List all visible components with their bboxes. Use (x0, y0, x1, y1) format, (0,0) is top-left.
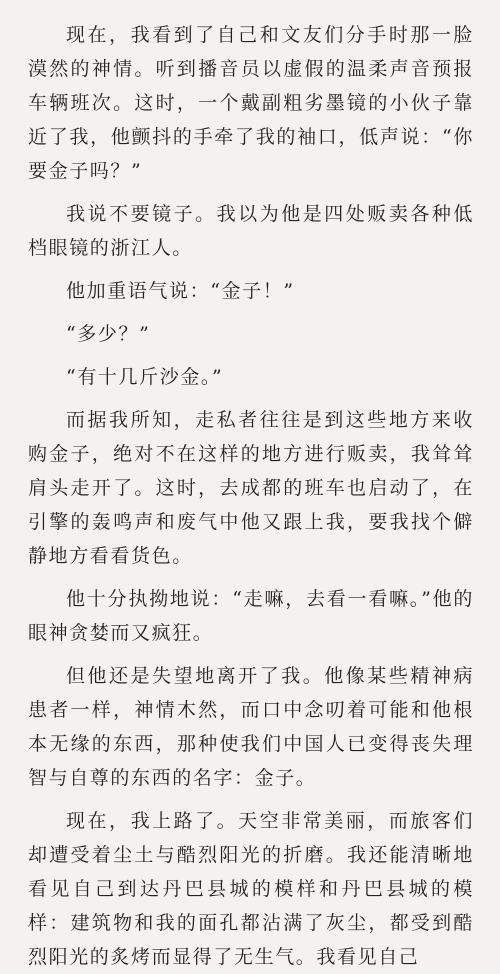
paragraph-9: 现在，我上路了。天空非常美丽，而旅客们却遭受着尘土与酷烈阳光的折磨。我还能清晰地看见自己到达丹巴县城的模样和丹巴县城的模样：建筑物和我的面孔都沾满了灰尘，都受到酷烈阳光的炙烤而显得了无生气。我看见自己 (28, 810, 474, 968)
paragraph-5: “有十几斤沙金。” (66, 366, 224, 388)
paragraph-3: 他加重语气说：“金子！” (66, 280, 295, 302)
paragraph-6: 而据我所知，走私者往往是到这些地方来收购金子，绝对不在这样的地方进行贩卖，我耸耸肩头走开了。这时，去成都的班车也启动了，在引擎的轰鸣声和废气中他又跟上我，要我找个僻静地方看看货色。 (28, 409, 474, 567)
paragraph-4: “多少？” (66, 323, 151, 345)
paragraph-8: 但他还是失望地离开了我。他像某些精神病患者一样，神情木然，而口中念叨着可能和他根本无缘的东西，那种使我们中国人已变得丧失理智与自尊的东西的名字：金子。 (28, 665, 474, 789)
paragraph-7: 他十分执拗地说：“走嘛，去看一看嘛。”他的眼神贪婪而又疯狂。 (28, 588, 474, 644)
paragraph-2: 我说不要镜子。我以为他是四处贩卖各种低档眼镜的浙江人。 (28, 203, 474, 259)
paragraph-1: 现在，我看到了自己和文友们分手时那一脸漠然的神情。听到播音员以虚假的温柔声音预报车辆班次。这时，一个戴副粗劣墨镜的小伙子靠近了我，他颤抖的手牵了我的袖口，低声说：“你要金子吗？” (28, 24, 474, 182)
